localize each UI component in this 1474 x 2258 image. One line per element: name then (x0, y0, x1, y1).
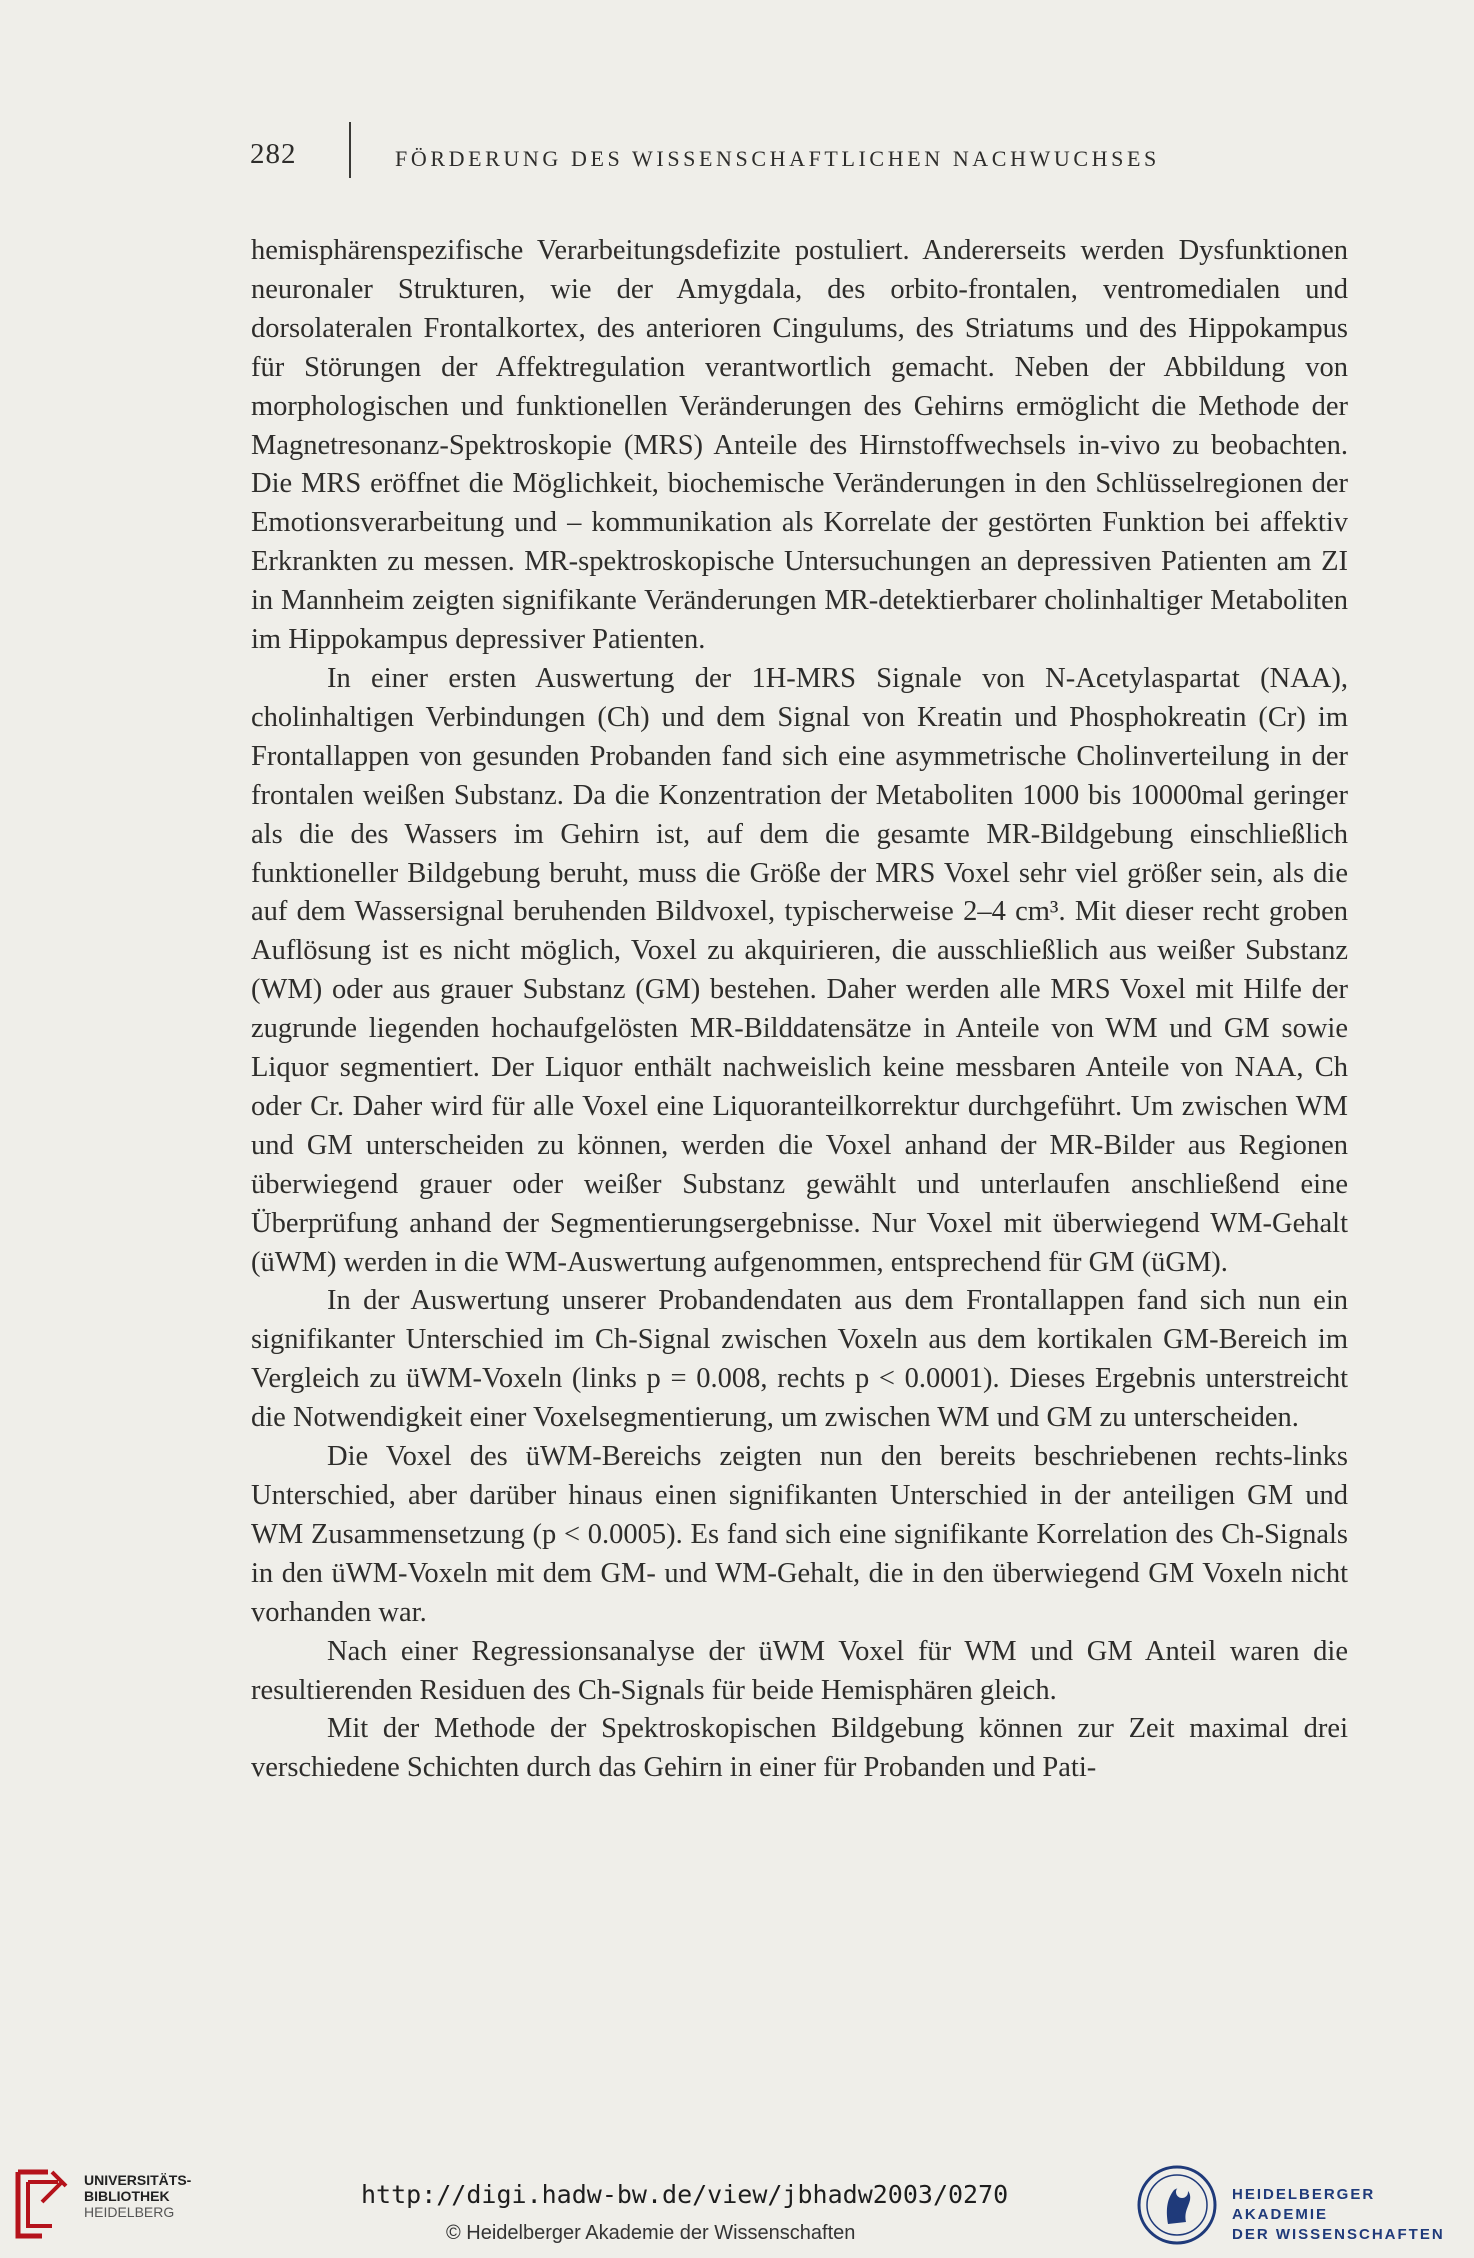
university-library-logo-icon (12, 2166, 72, 2244)
academy-seal-icon (1136, 2164, 1218, 2246)
academy-name (1232, 2185, 1474, 2245)
paragraph-5: Nach einer Regressionsanalyse der üWM Voxel für WM und GM Anteil waren die resultierenden Residuen des Ch-Signals für beide Hemisphären gleich. (251, 1635, 1348, 1706)
header-divider (349, 122, 351, 178)
paragraph-2: In einer ersten Auswertung der 1H-MRS Signale von N-Acetylaspartat (NAA), cholinhaltigen Verbindungen (Ch) und dem Signal von Kreatin und Phosphokreatin (Cr) im Frontallappen von gesunden Probanden fand sich eine asymmetrische Cholinverteilung in der frontalen weißen Substanz. Da die Konzentration der Metaboliten 1000 bis 10000mal geringer als die des Wassers im Gehirn ist, auf dem die gesamte MR-Bildgebung einschließlich funktioneller Bildgebung beruht, muss die Größe der MRS Voxel sehr viel größer sein, als die auf dem Wassersignal beruhenden Bildvoxel, typischerweise 2–4 cm³. Mit dieser recht groben Auflösung ist es nicht möglich, Voxel zu akquirieren, die ausschließlich aus weißer Substanz (WM) oder aus grauer Substanz (GM) bestehen. Daher werden alle MRS Voxel mit Hilfe der zugrunde liegenden hochaufgelösten MR-Bilddatensätze in Anteile von WM und GM sowie Liquor segmentiert. Der Liquor enthält nachweislich keine messbaren Anteile von NAA, Ch oder Cr. Daher wird für alle Voxel eine Liquoranteilkorrektur durchgeführt. Um zwischen WM und GM unterscheiden zu können, werden die Voxel anhand der MR-Bilder aus Regionen überwiegend grauer oder weißer Substanz gewählt und unterlaufen anschließend eine Überprüfung anhand der Segmentierungsergebnisse. Nur Voxel mit überwiegend WM-Gehalt (üWM) werden in die WM-Auswertung aufgenommen, entsprechend für GM (üGM). (251, 662, 1348, 1278)
page-header (0, 138, 1474, 178)
academy-name-line: HEIDELBERGER AKADEMIE (1232, 2186, 1376, 2223)
paragraph-3: In der Auswertung unserer Probandendaten aus dem Frontallappen fand sich nun ein signifikanter Unterschied im Ch-Signal zwischen Voxeln aus dem kortikalen GM-Bereich im Vergleich zu üWM-Voxeln (links p = 0.008, rechts p < 0.0001). Dieses Ergebnis unterstreicht die Notwendigkeit einer Voxelsegmentierung, um zwischen WM und GM zu unterscheiden. (251, 1285, 1348, 1434)
library-name-line: HEIDELBERG (84, 2204, 175, 2220)
running-head: FÖRDERUNG DES WISSENSCHAFTLICHEN NACHWUCHSES (395, 146, 1160, 171)
copyright-notice: © Heidelberger Akademie der Wissenschaften (446, 2222, 856, 2244)
paragraph-6: Mit der Methode der Spektroskopischen Bildgebung können zur Zeit maximal drei verschiedene Schichten durch das Gehirn in einer für Probanden und Pati- (251, 1713, 1348, 1784)
university-library-name (84, 2172, 191, 2220)
paragraph-4: Die Voxel des üWM-Bereichs zeigten nun den bereits beschriebenen rechts-links Unterschied, aber darüber hinaus einen signifikanten Unterschied in der anteiligen GM und WM Zusammensetzung (p < 0.0005). Es fand sich eine signifikante Korrelation des Ch-Signals in den üWM-Voxeln mit dem GM- und WM-Gehalt, die in den überwiegend GM Voxeln nicht vorhanden war. (251, 1441, 1348, 1628)
library-name-line: BIBLIOTHEK (84, 2188, 170, 2204)
page-number: 282 (250, 138, 297, 170)
academy-name-line: DER WISSENSCHAFTEN (1232, 2226, 1445, 2243)
permalink-url[interactable]: http://digi.hadw-bw.de/view/jbhadw2003/0270 (361, 2180, 1009, 2209)
paragraph-1: hemisphärenspezifische Verarbeitungsdefizite postuliert. Andererseits werden Dysfunktionen neuronaler Strukturen, wie der Amygdala, des orbito-frontalen, ventromedialen und dorsolateralen Frontalkortex, des anterioren Cingulums, des Striatums und des Hippokampus für Störungen der Affektregulation verantwortlich gemacht. Neben der Abbildung von morphologischen und funktionellen Veränderungen des Gehirns ermöglicht die Methode der Magnetresonanz-Spektroskopie (MRS) Anteile des Hirnstoffwechsels in-vivo zu beobachten. Die MRS eröffnet die Möglichkeit, biochemische Veränderungen in den Schlüsselregionen der Emotionsverarbeitung und – kommunikation als Korrelate der gestörten Funktion bei affektiv Erkrankten zu messen. MR-spektroskopische Untersuchungen an depressiven Patienten am ZI in Mannheim zeigten signifikante Veränderungen MR-detektierbarer cholinhaltiger Metaboliten im Hippokampus depressiver Patienten. (251, 235, 1348, 656)
body-text (251, 232, 1348, 1788)
digitization-footer (0, 2152, 1474, 2258)
library-name-line: UNIVERSITÄTS- (84, 2172, 192, 2188)
